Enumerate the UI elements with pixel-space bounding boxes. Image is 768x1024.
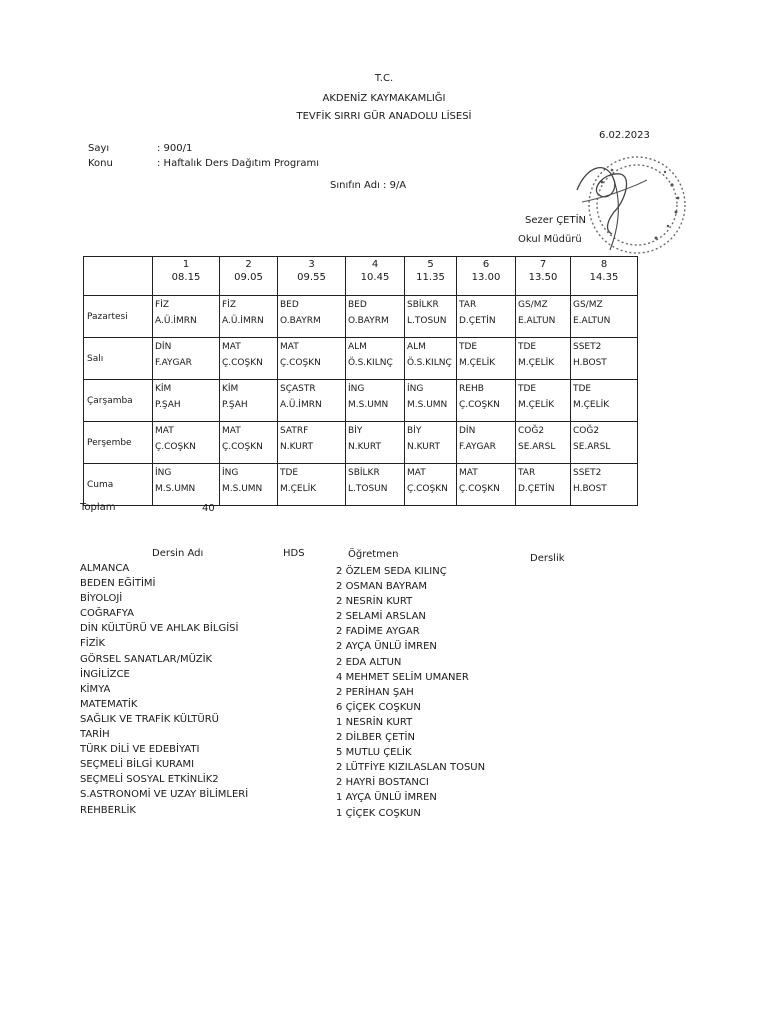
lesson-code: ALM xyxy=(407,342,426,352)
lesson-code: MAT xyxy=(222,426,241,436)
teacher-hours: 5 xyxy=(336,747,343,759)
lesson-cell xyxy=(220,338,278,380)
teacher-hours: 6 xyxy=(336,701,343,713)
teacher-name: ÇİÇEK COŞKUN xyxy=(345,807,421,819)
konu-label: Konu xyxy=(88,158,113,169)
teacher-entry xyxy=(336,745,485,760)
lesson-cell xyxy=(278,380,346,422)
teacher-name: AYÇA ÜNLÜ İMREN xyxy=(345,641,437,653)
course-name: ALMANCA xyxy=(80,563,130,574)
course-name: KİMYA xyxy=(80,683,111,695)
lesson-cell xyxy=(278,422,346,464)
lesson-cell xyxy=(346,464,405,506)
lesson-cell xyxy=(571,338,638,380)
slot-number: 3 xyxy=(308,259,315,270)
lesson-cell xyxy=(153,422,220,464)
lesson-teacher: A.Ü.İMRN xyxy=(222,316,264,326)
lesson-cell xyxy=(405,296,457,338)
slot-header-4 xyxy=(346,257,405,296)
lesson-teacher: SE.ARSL xyxy=(518,442,556,452)
slot-header-6 xyxy=(457,257,516,296)
lesson-cell xyxy=(516,296,571,338)
teacher-column-header: Öğretmen xyxy=(348,549,399,560)
lesson-teacher: N.KURT xyxy=(348,442,381,452)
lesson-teacher: Ö.S.KILNÇ xyxy=(407,358,452,368)
lesson-code: GS/MZ xyxy=(518,300,548,310)
course-name: FİZİK xyxy=(80,638,106,650)
teacher-entry xyxy=(336,624,485,639)
slot-number: 8 xyxy=(600,259,608,270)
schedule-body xyxy=(84,257,638,506)
lesson-code: BİY xyxy=(348,426,363,436)
lesson-code: TDE xyxy=(459,342,478,352)
lesson-cell xyxy=(571,422,638,464)
total-label: Toplam xyxy=(80,502,116,513)
lesson-teacher: Ç.COŞKN xyxy=(155,442,196,452)
lesson-teacher: M.S.UMN xyxy=(407,400,448,410)
slot-number: 1 xyxy=(182,259,190,270)
teacher-entry xyxy=(336,806,485,821)
lesson-code: TDE xyxy=(518,342,537,352)
teacher-hours: 2 xyxy=(336,656,343,668)
lesson-code: KİM xyxy=(155,384,172,394)
teacher-name: NESRİN KURT xyxy=(345,716,413,728)
teacher-name: PERİHAN ŞAH xyxy=(345,686,414,698)
lesson-cell xyxy=(457,422,516,464)
lesson-code: MAT xyxy=(222,342,241,352)
course-name: COĞRAFYA xyxy=(80,608,134,620)
teacher-entry xyxy=(336,790,485,805)
teacher-hours: 4 xyxy=(336,671,343,683)
lesson-teacher: A.Ü.İMRN xyxy=(155,316,197,326)
lesson-code: SBİLKR xyxy=(407,300,439,310)
teacher-hours: 1 xyxy=(336,792,343,804)
lesson-teacher: A.Ü.İMRN xyxy=(280,400,322,410)
lesson-teacher: Ö.S.KILNÇ xyxy=(348,358,393,368)
room-column-header: Derslik xyxy=(530,553,565,564)
lesson-code: SBİLKR xyxy=(348,468,380,478)
lesson-teacher: M.S.UMN xyxy=(348,400,389,410)
weekly-schedule-table xyxy=(83,256,638,506)
lesson-teacher: Ç.COŞKN xyxy=(280,358,321,368)
lesson-cell xyxy=(153,464,220,506)
lesson-cell xyxy=(346,422,405,464)
lesson-teacher: E.ALTUN xyxy=(573,316,611,326)
teacher-name: AYÇA ÜNLÜ İMREN xyxy=(345,792,437,804)
lesson-cell xyxy=(405,422,457,464)
day-name: Pazartesi xyxy=(84,296,153,338)
lesson-cell xyxy=(153,296,220,338)
lesson-teacher: L.TOSUN xyxy=(348,484,388,494)
course-name: REHBERLİK xyxy=(80,804,136,816)
lesson-code: DİN xyxy=(459,426,476,436)
teacher-name: FADİME AYGAR xyxy=(345,626,420,638)
lesson-teacher: M.ÇELİK xyxy=(280,484,317,494)
lesson-cell xyxy=(457,380,516,422)
slot-header-7 xyxy=(516,257,571,296)
teacher-hours: 2 xyxy=(336,611,343,623)
day-row xyxy=(84,464,638,506)
lesson-code: TDE xyxy=(280,468,299,478)
slot-time: 10.45 xyxy=(360,272,390,283)
day-name: Salı xyxy=(84,338,153,380)
lesson-cell xyxy=(153,380,220,422)
slot-time: 08.15 xyxy=(171,272,201,283)
teacher-list xyxy=(336,564,485,821)
slot-number: 5 xyxy=(427,259,434,270)
lesson-teacher: O.BAYRM xyxy=(280,316,321,326)
sayi-value: : 900/1 xyxy=(157,143,193,154)
teacher-name: EDA ALTUN xyxy=(345,656,402,668)
lesson-code: TDE xyxy=(573,384,592,394)
lesson-teacher: M.ÇELİK xyxy=(518,358,555,368)
slot-number: 4 xyxy=(371,259,379,270)
slot-header-8 xyxy=(571,257,638,296)
slot-header-row xyxy=(84,257,638,296)
slot-time: 13.50 xyxy=(528,272,558,283)
course-name: GÖRSEL SANATLAR/MÜZİK xyxy=(80,653,213,665)
lesson-code: MAT xyxy=(155,426,174,436)
teacher-hours: 1 xyxy=(336,807,343,819)
teacher-name: DİLBER ÇETİN xyxy=(345,732,415,744)
course-name: TARİH xyxy=(80,729,110,741)
lesson-cell xyxy=(153,338,220,380)
teacher-name: MEHMET SELİM UMANER xyxy=(345,671,469,683)
lesson-code: FİZ xyxy=(155,300,169,310)
course-name: İNGİLİZCE xyxy=(80,668,130,680)
slot-time: 14.35 xyxy=(589,272,619,283)
lesson-code: İNG xyxy=(348,384,365,394)
hours-column-header: HDS xyxy=(283,548,305,559)
course-name: SEÇMELİ SOSYAL ETKİNLİK2 xyxy=(80,774,219,786)
teacher-hours: 1 xyxy=(336,716,343,728)
lesson-teacher: N.KURT xyxy=(407,442,440,452)
teacher-entry xyxy=(336,700,485,715)
teacher-name: ÇİÇEK COŞKUN xyxy=(345,701,421,713)
lesson-teacher: Ç.COŞKN xyxy=(459,400,500,410)
header-school: TEVFİK SIRRI GÜR ANADOLU LİSESİ xyxy=(296,111,472,122)
lesson-cell xyxy=(278,338,346,380)
lesson-teacher: D.ÇETİN xyxy=(518,484,555,494)
lesson-code: MAT xyxy=(459,468,478,478)
course-name: MATEMATİK xyxy=(80,698,138,710)
teacher-entry xyxy=(336,655,485,670)
lesson-cell xyxy=(220,380,278,422)
lesson-code: İNG xyxy=(222,468,239,478)
lesson-cell xyxy=(405,380,457,422)
course-name: BİYOLOJİ xyxy=(80,593,123,605)
lesson-cell xyxy=(516,464,571,506)
sayi-label: Sayı xyxy=(88,143,110,154)
lesson-teacher: M.S.UMN xyxy=(222,484,263,494)
teacher-hours: 2 xyxy=(336,777,343,789)
lesson-code: SSET2 xyxy=(573,342,602,352)
slot-header-5 xyxy=(405,257,457,296)
lesson-code: TDE xyxy=(518,384,537,394)
lesson-teacher: P.ŞAH xyxy=(155,400,181,410)
day-row xyxy=(84,422,638,464)
lesson-cell xyxy=(220,296,278,338)
lesson-code: FİZ xyxy=(222,300,236,310)
lesson-cell xyxy=(516,380,571,422)
teacher-hours: 2 xyxy=(336,762,343,774)
course-name: BEDEN EĞİTİMİ xyxy=(80,578,156,590)
lesson-cell xyxy=(571,296,638,338)
lesson-teacher: M.S.UMN xyxy=(155,484,196,494)
lesson-teacher: F.AYGAR xyxy=(155,358,192,368)
teacher-entry xyxy=(336,579,485,594)
lesson-cell xyxy=(278,464,346,506)
lesson-teacher: Ç.COŞKN xyxy=(222,442,263,452)
lesson-code: İNG xyxy=(407,384,424,394)
lesson-code: İNG xyxy=(155,468,172,478)
lesson-code: KİM xyxy=(222,384,239,394)
day-row xyxy=(84,338,638,380)
teacher-hours: 2 xyxy=(336,686,343,698)
lesson-teacher: N.KURT xyxy=(280,442,313,452)
teacher-entry xyxy=(336,609,485,624)
lesson-teacher: H.BOST xyxy=(573,358,607,368)
day-row xyxy=(84,380,638,422)
teacher-entry xyxy=(336,730,485,745)
signature-name: Sezer ÇETİN xyxy=(525,215,587,226)
slot-number: 6 xyxy=(482,259,490,270)
lesson-code: DİN xyxy=(155,342,172,352)
lesson-code: SSET2 xyxy=(573,468,602,478)
lesson-code: TAR xyxy=(518,468,536,478)
class-name: Sınıfın Adı : 9/A xyxy=(330,180,407,191)
lesson-code: COĞ2 xyxy=(573,426,600,436)
teacher-entry xyxy=(336,670,485,685)
lesson-code: MAT xyxy=(280,342,299,352)
teacher-hours: 2 xyxy=(336,596,343,608)
lesson-cell xyxy=(278,296,346,338)
teacher-entry xyxy=(336,564,485,579)
lesson-code: BED xyxy=(348,300,367,310)
slot-time: 09.05 xyxy=(234,272,263,283)
teacher-name: MUTLU ÇELİK xyxy=(345,747,412,759)
slot-time: 09.55 xyxy=(297,272,326,283)
signature-title: Okul Müdürü xyxy=(518,234,582,245)
lesson-teacher: L.TOSUN xyxy=(407,316,447,326)
lesson-teacher: D.ÇETİN xyxy=(459,316,496,326)
course-name: S.ASTRONOMİ VE UZAY BİLİMLERİ xyxy=(80,789,249,801)
teacher-hours: 2 xyxy=(336,732,343,744)
lesson-teacher: E.ALTUN xyxy=(518,316,556,326)
course-name: TÜRK DİLİ VE EDEBİYATI xyxy=(80,744,200,756)
day-name: Cuma xyxy=(84,464,153,506)
lesson-teacher: SE.ARSL xyxy=(573,442,611,452)
teacher-entry xyxy=(336,715,485,730)
lesson-teacher: M.ÇELİK xyxy=(518,400,555,410)
teacher-entry xyxy=(336,594,485,609)
lesson-teacher: H.BOST xyxy=(573,484,607,494)
slot-header-2 xyxy=(220,257,278,296)
lesson-cell xyxy=(346,380,405,422)
lesson-cell xyxy=(405,464,457,506)
teacher-name: OSMAN BAYRAM xyxy=(345,581,427,593)
lesson-teacher: P.ŞAH xyxy=(222,400,248,410)
slot-header-3 xyxy=(278,257,346,296)
lesson-cell xyxy=(571,464,638,506)
course-name-list xyxy=(80,561,248,818)
lesson-code: COĞ2 xyxy=(518,426,545,436)
lesson-code: ALM xyxy=(348,342,367,352)
teacher-hours: 2 xyxy=(336,641,343,653)
lesson-teacher: F.AYGAR xyxy=(459,442,496,452)
teacher-entry xyxy=(336,685,485,700)
total-value: 40 xyxy=(202,503,215,514)
teacher-entry xyxy=(336,639,485,654)
header-tc: T.C. xyxy=(374,73,394,84)
document-date: 6.02.2023 xyxy=(599,130,650,141)
teacher-hours: 2 xyxy=(336,626,343,638)
lesson-cell xyxy=(220,422,278,464)
slot-time: 11.35 xyxy=(416,272,445,283)
lesson-cell xyxy=(457,296,516,338)
slot-number: 2 xyxy=(245,259,252,270)
lesson-code: MAT xyxy=(407,468,426,478)
lesson-teacher: M.ÇELİK xyxy=(459,358,496,368)
lesson-cell xyxy=(346,338,405,380)
lesson-cell xyxy=(457,338,516,380)
course-column-header: Dersin Adı xyxy=(152,548,204,559)
slot-header-1 xyxy=(153,257,220,296)
lesson-cell xyxy=(346,296,405,338)
lesson-cell xyxy=(516,422,571,464)
teacher-entry xyxy=(336,760,485,775)
teacher-name: HAYRİ BOSTANCI xyxy=(345,777,429,789)
teacher-name: ÖZLEM SEDA KILINÇ xyxy=(345,566,447,577)
teacher-hours: 2 xyxy=(336,581,343,593)
course-name: SEÇMELİ BİLGİ KURAMI xyxy=(80,759,195,771)
lesson-cell xyxy=(457,464,516,506)
course-name: SAĞLIK VE TRAFİK KÜLTÜRÜ xyxy=(80,713,219,725)
corner-cell xyxy=(84,257,153,296)
lesson-cell xyxy=(571,380,638,422)
day-row xyxy=(84,296,638,338)
day-name: Perşembe xyxy=(84,422,153,464)
lesson-code: SÇASTR xyxy=(280,384,316,394)
teacher-entry xyxy=(336,775,485,790)
lesson-cell xyxy=(220,464,278,506)
lesson-code: SATRF xyxy=(280,426,309,436)
konu-value: : Haftalık Ders Dağıtım Programı xyxy=(157,158,320,169)
lesson-teacher: O.BAYRM xyxy=(348,316,389,326)
lesson-code: BED xyxy=(280,300,299,310)
lesson-code: GS/MZ xyxy=(573,300,603,310)
lesson-teacher: Ç.COŞKN xyxy=(222,358,263,368)
header-kaymakamlik: AKDENİZ KAYMAKAMLIĞI xyxy=(322,93,446,104)
slot-time: 13.00 xyxy=(471,272,501,283)
lesson-code: REHB xyxy=(459,384,484,394)
lesson-cell xyxy=(405,338,457,380)
teacher-name: LÜTFİYE KIZILASLAN TOSUN xyxy=(345,762,486,774)
slot-number: 7 xyxy=(539,259,547,270)
day-name: Çarşamba xyxy=(84,380,153,422)
lesson-teacher: M.ÇELİK xyxy=(573,400,610,410)
teacher-hours: 2 xyxy=(336,566,343,577)
lesson-teacher: Ç.COŞKN xyxy=(459,484,500,494)
course-name: DİN KÜLTÜRÜ VE AHLAK BİLGİSİ xyxy=(80,623,239,635)
lesson-cell xyxy=(516,338,571,380)
lesson-code: BİY xyxy=(407,426,422,436)
lesson-code: TAR xyxy=(459,300,477,310)
teacher-name: SELAMİ ARSLAN xyxy=(345,611,426,623)
teacher-name: NESRİN KURT xyxy=(345,596,413,608)
lesson-teacher: Ç.COŞKN xyxy=(407,484,448,494)
